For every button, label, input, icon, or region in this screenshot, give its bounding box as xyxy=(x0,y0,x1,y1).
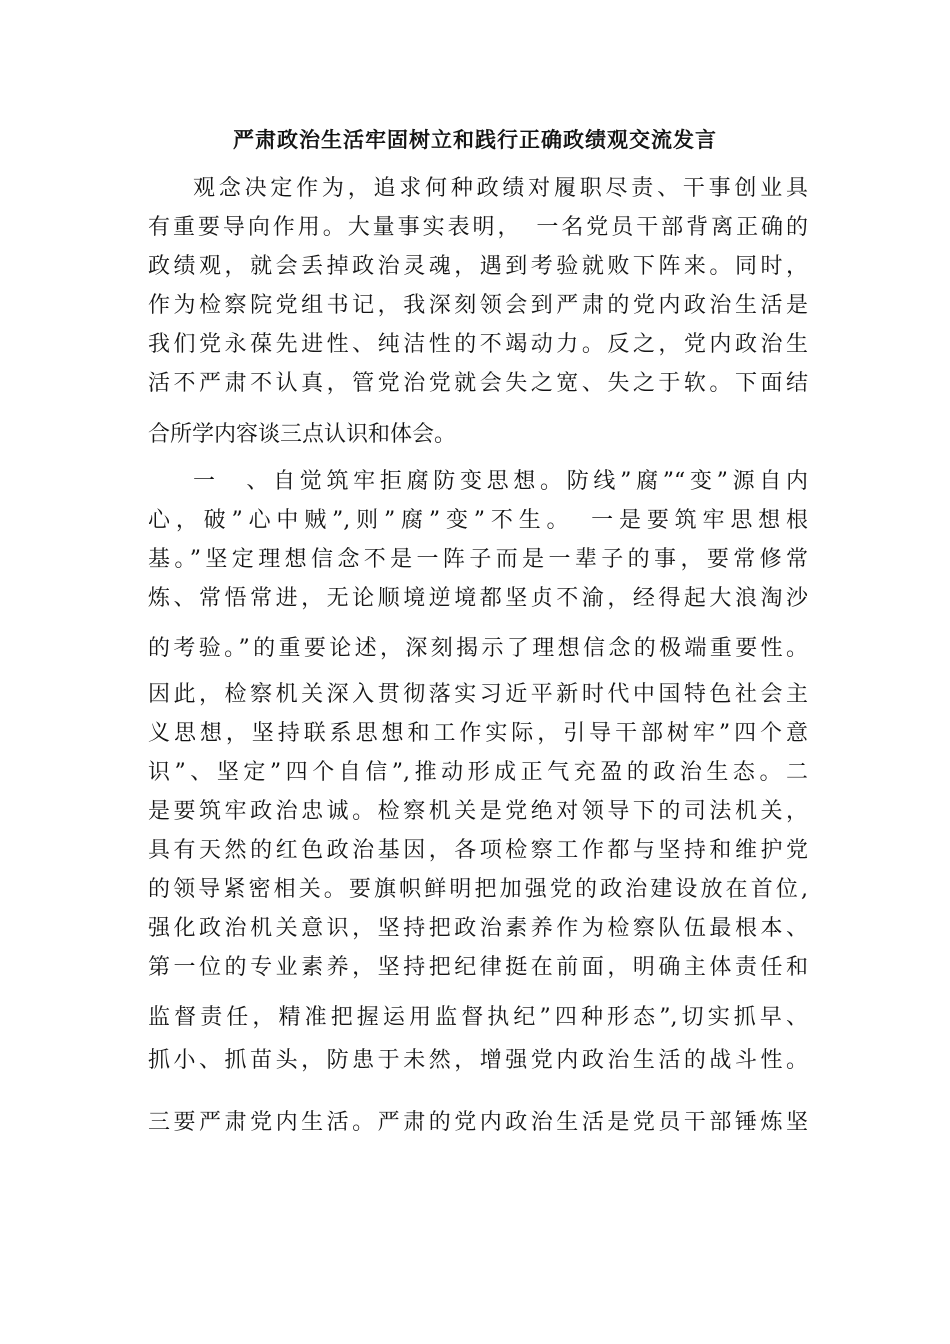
paragraph-line: 义思想，坚持联系思想和工作实际，引导干部树牢”四个意 xyxy=(148,721,808,746)
paragraph-line: 的领导紧密相关。要旗帜鲜明把加强党的政治建设放在首位, xyxy=(148,877,808,902)
paragraph-line: 因此，检察机关深入贯彻落实习近平新时代中国特色社会主 xyxy=(148,682,808,707)
paragraph-line: 我们党永葆先进性、纯洁性的不竭动力。反之，党内政治生 xyxy=(148,332,808,357)
paragraph-line: 合所学内容谈三点认识和体会。 xyxy=(148,422,457,447)
paragraph-line: 是要筑牢政治忠诚。检察机关是党绝对领导下的司法机关， xyxy=(148,799,808,824)
paragraph-line: 三要严肃党内生活。严肃的党内政治生活是党员干部锤炼坚 xyxy=(148,1110,808,1135)
paragraph-line: 心，破”心中贼”,则”腐”变”不生。 一是要筑牢思想根 xyxy=(148,508,808,533)
paragraph-line: 活不严肃不认真，管党治党就会失之宽、失之于软。下面结 xyxy=(148,371,808,396)
paragraph-line: 的考验。”的重要论述，深刻揭示了理想信念的极端重要性。 xyxy=(148,636,808,661)
paragraph-line: 强化政治机关意识，坚持把政治素养作为检察队伍最根本、 xyxy=(148,916,808,941)
paragraph-line: 观念决定作为，追求何种政绩对履职尽责、干事创业具 xyxy=(193,176,808,201)
paragraph-line: 有重要导向作用。大量事实表明， 一名党员干部背离正确的 xyxy=(148,215,808,240)
paragraph-line: 具有天然的红色政治基因，各项检察工作都与坚持和维护党 xyxy=(148,838,808,863)
paragraph-line: 监督责任，精准把握运用监督执纪”四种形态”,切实抓早、 xyxy=(148,1005,808,1030)
paragraph-line: 识”、坚定”四个自信”,推动形成正气充盈的政治生态。二 xyxy=(148,760,808,785)
paragraph-line: 政绩观，就会丢掉政治灵魂，遇到考验就败下阵来。同时， xyxy=(148,254,808,279)
paragraph-line: 作为检察院党组书记，我深刻领会到严肃的党内政治生活是 xyxy=(148,293,808,318)
document-title: 严肃政治生活牢固树立和践行正确政绩观交流发言 xyxy=(233,127,717,152)
paragraph-line: 基。”坚定理想信念不是一阵子而是一辈子的事，要常修常 xyxy=(148,547,808,572)
paragraph-line: 炼、常悟常进，无论顺境逆境都坚贞不渝，经得起大浪淘沙 xyxy=(148,586,808,611)
paragraph-line: 第一位的专业素养，坚持把纪律挺在前面，明确主体责任和 xyxy=(148,955,808,980)
paragraph-line: 一 、自觉筑牢拒腐防变思想。防线”腐”“变”源自内 xyxy=(193,469,808,494)
paragraph-line: 抓小、抓苗头，防患于未然，增强党内政治生活的战斗性。 xyxy=(148,1048,808,1073)
